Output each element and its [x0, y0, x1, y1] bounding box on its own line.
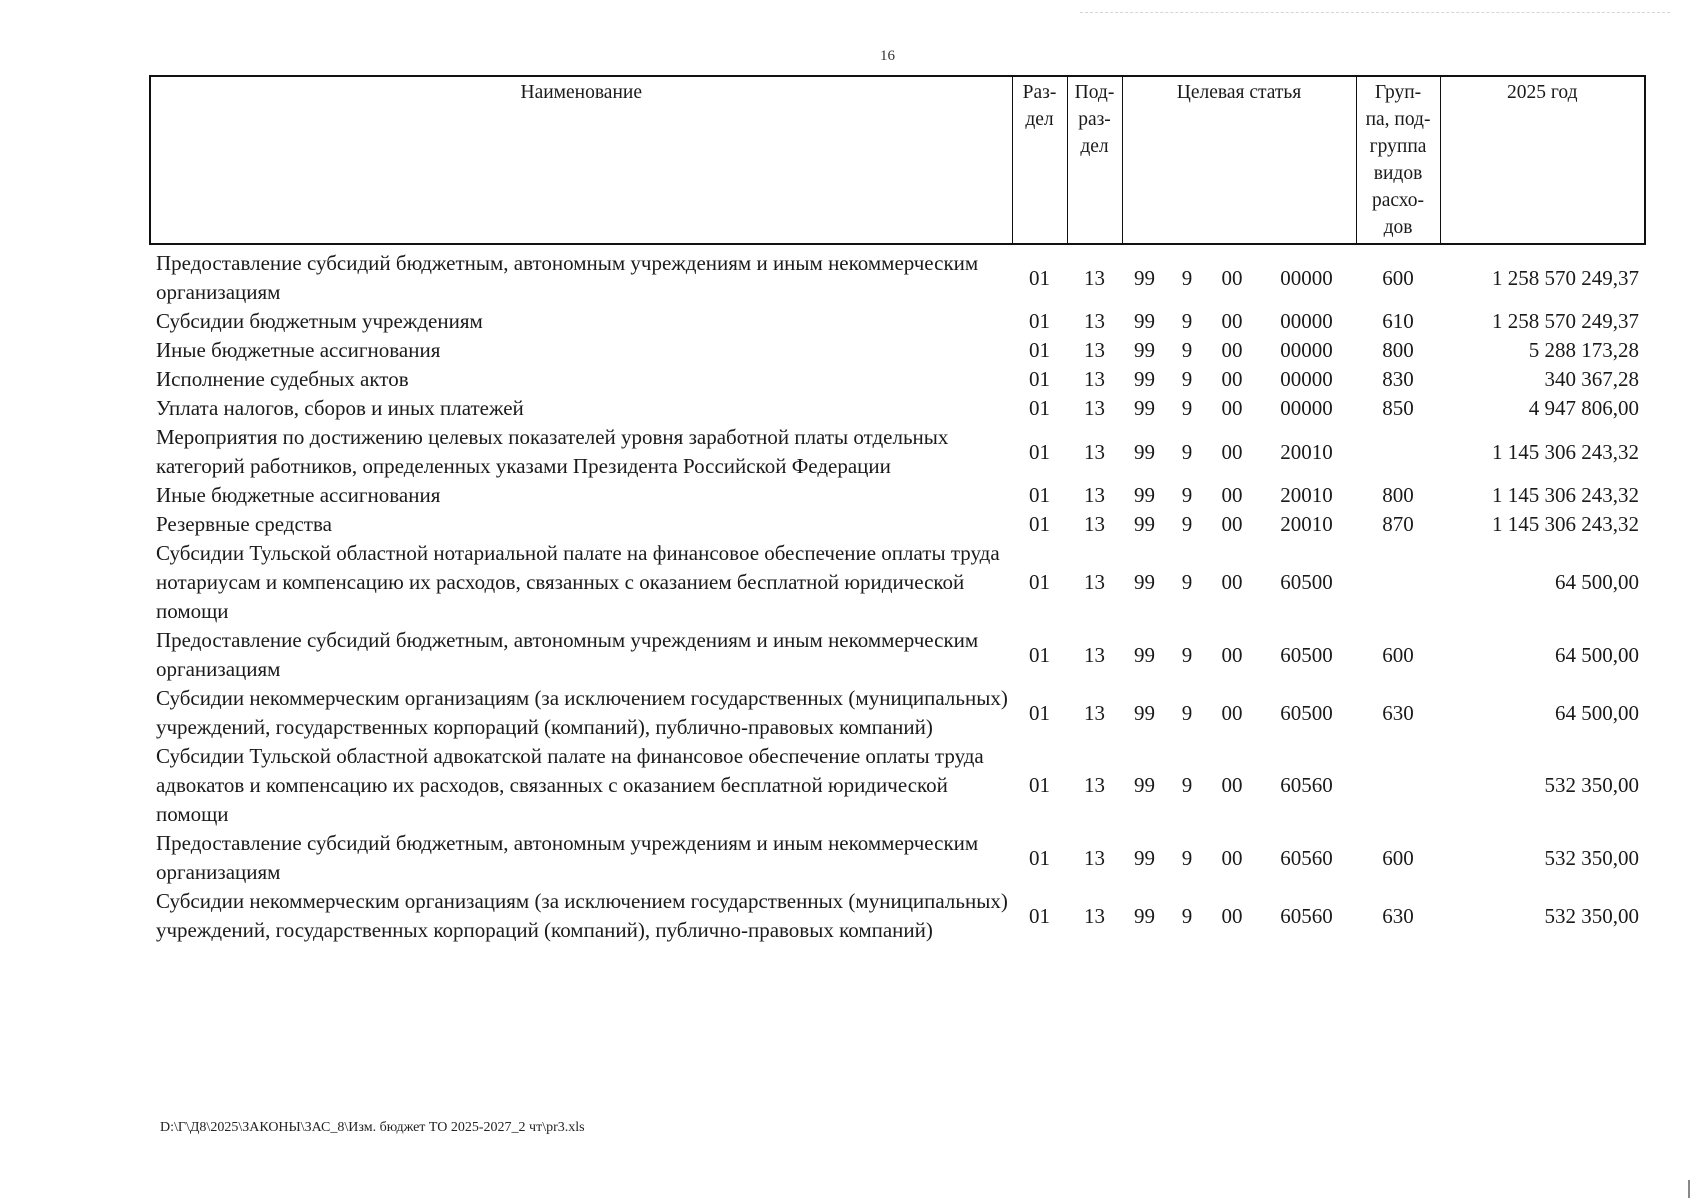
row-name: Субсидии некоммерческим организациям (за исключением государственных (муниципальных) учреждений, государственных корпораций (компаний), публично-правовых компаний) [156, 686, 1008, 739]
row-target-code: 00000 [1280, 309, 1333, 333]
row-amount: 5 288 173,28 [1528, 338, 1640, 362]
row-podrazdel: 13 [1084, 903, 1105, 928]
row-target-direction: 00 [1221, 903, 1243, 928]
row-podrazdel: 13 [1084, 845, 1105, 870]
row-target-subprogram: 9 [1181, 642, 1193, 667]
row-target-direction: 00 [1221, 439, 1243, 464]
row-target-direction: 00 [1221, 845, 1243, 870]
row-razdel: 01 [1029, 338, 1050, 362]
row-amount: 1 145 306 243,32 [1492, 483, 1640, 507]
row-podrazdel: 13 [1084, 700, 1105, 725]
header-expense-group: Груп- па, под- группа видов расхо- дов [1356, 76, 1440, 244]
row-target-program: 99 [1134, 483, 1155, 507]
row-amount: 64 500,00 [1555, 700, 1640, 725]
header-razdel: Раз- дел [1012, 76, 1067, 244]
row-target-subprogram: 9 [1181, 512, 1193, 536]
row-name: Мероприятия по достижению целевых показателей уровня заработной платы отдельных категорий работников, определенных указами Президента Российской Федерации [156, 425, 949, 478]
row-razdel: 01 [1029, 570, 1050, 594]
table-row [150, 307, 1645, 336]
row-target-subprogram: 9 [1181, 396, 1193, 420]
scan-edge-mark [1688, 1180, 1690, 1198]
row-amount: 340 367,28 [1544, 367, 1640, 391]
row-expense-group [1356, 539, 1440, 626]
row-target-subprogram: 9 [1181, 309, 1193, 333]
row-target-code: 60500 [1280, 570, 1333, 594]
row-podrazdel: 13 [1084, 367, 1105, 391]
row-razdel: 01 [1029, 483, 1050, 507]
row-amount: 532 350,00 [1544, 773, 1640, 797]
table-row [150, 481, 1645, 510]
row-target-subprogram: 9 [1181, 338, 1193, 362]
row-target-code: 60560 [1280, 773, 1333, 797]
row-podrazdel: 13 [1084, 396, 1105, 420]
header-name: Наименование [150, 76, 1012, 244]
budget-table-container [149, 75, 1644, 945]
row-amount: 532 350,00 [1544, 903, 1640, 928]
row-target-direction: 00 [1221, 338, 1243, 362]
row-target-code: 00000 [1280, 396, 1333, 420]
row-razdel: 01 [1029, 309, 1050, 333]
row-podrazdel: 13 [1084, 642, 1105, 667]
row-target-direction: 00 [1221, 512, 1243, 536]
row-amount: 64 500,00 [1555, 642, 1640, 667]
row-target-code: 20010 [1280, 512, 1333, 536]
row-expense-group: 830 [1382, 367, 1414, 391]
row-target-program: 99 [1134, 903, 1155, 928]
table-row [150, 423, 1645, 481]
table-row [150, 394, 1645, 423]
row-name: Исполнение судебных актов [156, 367, 409, 391]
row-expense-group [1356, 423, 1440, 481]
row-name: Предоставление субсидий бюджетным, автономным учреждениям и иным некоммерческим организациям [156, 831, 979, 884]
row-name: Резервные средства [156, 512, 332, 536]
row-target-direction: 00 [1221, 773, 1243, 797]
table-row [150, 539, 1645, 626]
table-row [150, 829, 1645, 887]
row-expense-group: 870 [1382, 512, 1414, 536]
row-expense-group: 800 [1382, 483, 1414, 507]
row-target-subprogram: 9 [1181, 367, 1193, 391]
row-amount: 1 258 570 249,37 [1492, 309, 1640, 333]
row-razdel: 01 [1029, 903, 1050, 928]
row-expense-group: 800 [1382, 338, 1414, 362]
row-name: Предоставление субсидий бюджетным, автономным учреждениям и иным некоммерческим организациям [156, 628, 979, 681]
row-target-code: 60560 [1280, 845, 1333, 870]
row-target-subprogram: 9 [1181, 903, 1193, 928]
row-podrazdel: 13 [1084, 570, 1105, 594]
row-expense-group: 600 [1382, 845, 1414, 870]
row-amount: 1 145 306 243,32 [1492, 512, 1640, 536]
table-row [150, 510, 1645, 539]
row-expense-group: 610 [1382, 309, 1414, 333]
row-target-program: 99 [1134, 439, 1155, 464]
row-name: Иные бюджетные ассигнования [156, 483, 441, 507]
row-name: Субсидии Тульской областной нотариальной палате на финансовое обеспечение оплаты труда нотариусам и компенсацию их расходов, связанных с оказанием бесплатной юридической помощи [156, 541, 1000, 623]
row-razdel: 01 [1029, 396, 1050, 420]
row-podrazdel: 13 [1084, 483, 1105, 507]
row-razdel: 01 [1029, 700, 1050, 725]
row-target-program: 99 [1134, 642, 1155, 667]
row-target-code: 00000 [1280, 338, 1333, 362]
row-name: Предоставление субсидий бюджетным, автономным учреждениям и иным некоммерческим организациям [156, 251, 979, 304]
row-target-code: 20010 [1280, 439, 1333, 464]
row-target-program: 99 [1134, 512, 1155, 536]
row-razdel: 01 [1029, 265, 1050, 290]
table-row [150, 626, 1645, 684]
row-target-direction: 00 [1221, 367, 1243, 391]
row-name: Уплата налогов, сборов и иных платежей [156, 396, 524, 420]
row-amount: 1 145 306 243,32 [1492, 439, 1640, 464]
table-row [150, 887, 1645, 945]
header-podrazdel: Под- раз- дел [1067, 76, 1122, 244]
row-razdel: 01 [1029, 512, 1050, 536]
table-body [150, 244, 1645, 945]
row-target-program: 99 [1134, 700, 1155, 725]
row-target-program: 99 [1134, 570, 1155, 594]
row-target-code: 00000 [1280, 367, 1333, 391]
row-target-subprogram: 9 [1181, 773, 1193, 797]
row-target-direction: 00 [1221, 483, 1243, 507]
file-path-footer: D:\Г\Д8\2025\ЗАКОНЫ\ЗАС_8\Изм. бюджет ТО 2025-2027_2 чт\pr3.xls [160, 1120, 585, 1135]
row-expense-group: 630 [1382, 903, 1414, 928]
row-podrazdel: 13 [1084, 338, 1105, 362]
row-target-subprogram: 9 [1181, 483, 1193, 507]
row-target-subprogram: 9 [1181, 700, 1193, 725]
row-expense-group [1356, 742, 1440, 829]
row-target-program: 99 [1134, 396, 1155, 420]
row-expense-group: 850 [1382, 396, 1414, 420]
row-target-direction: 00 [1221, 265, 1243, 290]
table-header-row [150, 76, 1645, 244]
row-razdel: 01 [1029, 773, 1050, 797]
row-razdel: 01 [1029, 439, 1050, 464]
row-target-code: 00000 [1280, 265, 1333, 290]
row-target-direction: 00 [1221, 700, 1243, 725]
row-razdel: 01 [1029, 642, 1050, 667]
row-name: Субсидии некоммерческим организациям (за исключением государственных (муниципальных) учреждений, государственных корпораций (компаний), публично-правовых компаний) [156, 889, 1008, 942]
row-target-code: 60560 [1280, 903, 1333, 928]
row-target-code: 20010 [1280, 483, 1333, 507]
row-podrazdel: 13 [1084, 773, 1105, 797]
row-expense-group: 600 [1382, 642, 1414, 667]
table-row [150, 742, 1645, 829]
row-podrazdel: 13 [1084, 265, 1105, 290]
row-target-program: 99 [1134, 338, 1155, 362]
row-amount: 64 500,00 [1555, 570, 1640, 594]
row-target-subprogram: 9 [1181, 845, 1193, 870]
row-razdel: 01 [1029, 845, 1050, 870]
table-row [150, 684, 1645, 742]
row-target-direction: 00 [1221, 309, 1243, 333]
row-podrazdel: 13 [1084, 439, 1105, 464]
row-razdel: 01 [1029, 367, 1050, 391]
row-target-code: 60500 [1280, 642, 1333, 667]
row-target-direction: 00 [1221, 642, 1243, 667]
row-target-subprogram: 9 [1181, 570, 1193, 594]
row-target-program: 99 [1134, 773, 1155, 797]
row-amount: 4 947 806,00 [1528, 396, 1640, 420]
header-year: 2025 год [1440, 76, 1645, 244]
row-target-direction: 00 [1221, 570, 1243, 594]
row-podrazdel: 13 [1084, 512, 1105, 536]
table-row [150, 365, 1645, 394]
row-amount: 532 350,00 [1544, 845, 1640, 870]
row-name: Субсидии Тульской областной адвокатской палате на финансовое обеспечение оплаты труда адвокатов и компенсацию их расходов, связанных с оказанием бесплатной юридической помощи [156, 744, 984, 826]
table-row [150, 244, 1645, 307]
row-target-code: 60500 [1280, 700, 1333, 725]
row-target-program: 99 [1134, 265, 1155, 290]
page-number: 16 [880, 48, 895, 64]
row-target-direction: 00 [1221, 396, 1243, 420]
row-target-subprogram: 9 [1181, 265, 1193, 290]
row-target-subprogram: 9 [1181, 439, 1193, 464]
budget-table [149, 75, 1646, 945]
row-target-program: 99 [1134, 367, 1155, 391]
row-podrazdel: 13 [1084, 309, 1105, 333]
row-name: Субсидии бюджетным учреждениям [156, 309, 483, 333]
row-target-program: 99 [1134, 309, 1155, 333]
row-target-program: 99 [1134, 845, 1155, 870]
table-row [150, 336, 1645, 365]
scan-artifact [1080, 0, 1670, 13]
row-amount: 1 258 570 249,37 [1492, 265, 1640, 290]
header-target-article: Целевая статья [1122, 76, 1356, 244]
row-name: Иные бюджетные ассигнования [156, 338, 441, 362]
row-expense-group: 630 [1382, 700, 1414, 725]
row-expense-group: 600 [1382, 265, 1414, 290]
